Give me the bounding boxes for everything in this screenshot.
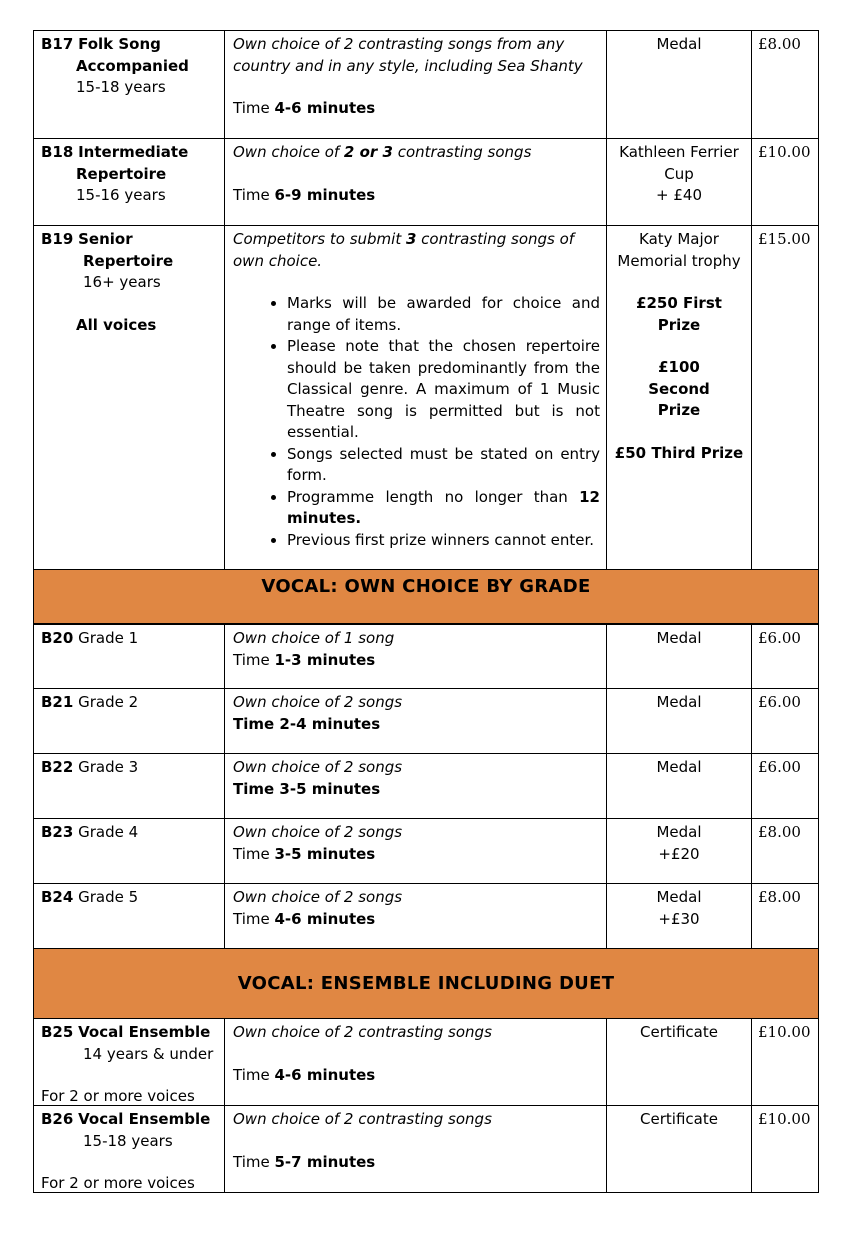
award-line: Katy Major	[639, 230, 719, 248]
award-cell	[607, 139, 752, 225]
entry-fee: £10.00	[758, 1023, 811, 1041]
fee-cell	[752, 139, 818, 225]
time-limit: Time 3-5 minutes	[233, 779, 381, 798]
class-title: Grade 5	[78, 888, 139, 906]
time-limit: Time 5-7 minutes	[233, 1152, 376, 1171]
requirements-text: Own choice of 2 songs	[233, 823, 403, 841]
section-heading: VOCAL: ENSEMBLE INCLUDING DUET	[33, 949, 819, 1019]
requirements-text: Own choice of 2 songs	[233, 693, 403, 711]
table-row	[33, 819, 819, 884]
class-cell	[34, 31, 225, 138]
time-limit: Time 6-9 minutes	[233, 185, 376, 204]
requirements-text: Own choice of 2 contrasting songs from any country and in any style, including Sea Shanty	[233, 35, 583, 75]
time-limit: Time 4-6 minutes	[233, 909, 376, 928]
table-row	[33, 226, 819, 570]
section-heading: VOCAL: OWN CHOICE BY GRADE	[33, 570, 819, 624]
class-title: Grade 2	[78, 693, 139, 711]
class-code: B22	[41, 758, 74, 776]
table-row	[33, 689, 819, 754]
prize-third: £50 Third Prize	[614, 443, 744, 462]
class-code: B19	[41, 230, 74, 248]
award-text: Medal	[656, 758, 702, 776]
award-line: Memorial trophy	[617, 251, 741, 270]
class-code: B25	[41, 1023, 74, 1041]
class-code: B18	[41, 143, 74, 161]
class-cell	[34, 226, 225, 569]
time-limit: Time 4-6 minutes	[233, 1065, 376, 1084]
award-text: Medal	[656, 693, 702, 711]
time-limit: Time 3-5 minutes	[233, 844, 376, 863]
class-cell	[34, 139, 225, 225]
award-text: Certificate	[640, 1023, 718, 1041]
requirements-text: Competitors to submit 3 contrasting songs of own choice.	[233, 230, 575, 270]
entry-fee: £8.00	[758, 823, 801, 841]
award-text: Medal	[656, 823, 702, 841]
award-extra: +£20	[658, 844, 700, 863]
class-title-cont: Repertoire	[76, 164, 167, 183]
table-row	[33, 30, 819, 139]
class-title-cont: Repertoire	[83, 251, 174, 270]
entry-fee: £8.00	[758, 888, 801, 906]
class-title: Vocal Ensemble	[78, 1023, 211, 1041]
rules-list	[233, 293, 600, 551]
class-age: 15-18 years	[76, 78, 166, 96]
class-age: 15-18 years	[83, 1131, 173, 1150]
requirements-text: Own choice of 2 contrasting songs	[233, 1110, 492, 1128]
class-title: Grade 4	[78, 823, 139, 841]
time-limit: Time 2-4 minutes	[233, 714, 381, 733]
table-row	[33, 884, 819, 949]
time-limit: Time 4-6 minutes	[233, 99, 376, 117]
requirements-text: Own choice of 2 songs	[233, 888, 403, 906]
entry-fee: £8.00	[758, 35, 801, 53]
class-code: B20	[41, 629, 74, 647]
requirements-text: Own choice of 1 song	[233, 629, 395, 647]
award-line: + £40	[656, 186, 702, 204]
class-cell	[34, 1019, 225, 1105]
entry-fee: £6.00	[758, 693, 801, 711]
award-text: Certificate	[640, 1110, 718, 1128]
award-line: Kathleen Ferrier	[619, 143, 739, 161]
class-title: Grade 1	[78, 629, 139, 647]
fee-cell	[752, 31, 818, 138]
class-age: 16+ years	[83, 273, 161, 291]
list-item: • Please note that the chosen repertoire should be taken predominantly from the Classical genre. A maximum of 1 Music Theatre song is permitted but is not essential.	[287, 336, 600, 444]
table-row	[33, 754, 819, 819]
table-row	[33, 1019, 819, 1106]
requirements-cell	[225, 31, 607, 138]
syllabus-table	[33, 30, 819, 1193]
class-voices: For 2 or more voices	[41, 1174, 195, 1192]
class-title: Intermediate	[78, 143, 189, 161]
list-item: • Programme length no longer than 12 minutes.	[287, 487, 600, 530]
class-age: 15-16 years	[76, 186, 166, 204]
requirements-text: Own choice of 2 songs	[233, 758, 403, 776]
entry-fee: £15.00	[758, 230, 811, 248]
table-row	[33, 139, 819, 226]
class-title: Grade 3	[78, 758, 139, 776]
class-title: Senior	[78, 230, 133, 248]
requirements-text: Own choice of 2 or 3 contrasting songs	[233, 143, 532, 161]
class-title: Vocal Ensemble	[78, 1110, 211, 1128]
fee-cell	[752, 226, 818, 569]
requirements-cell	[225, 226, 607, 569]
class-voices: For 2 or more voices	[41, 1087, 195, 1105]
class-code: B23	[41, 823, 74, 841]
list-item: • Songs selected must be stated on entry form.	[287, 444, 600, 487]
class-title-cont: Accompanied	[76, 56, 189, 75]
prize-second: £100 Second Prize	[648, 358, 710, 419]
list-item: • Marks will be awarded for choice and range of items.	[287, 293, 600, 336]
prize-first: £250 First Prize	[636, 294, 722, 334]
requirements-cell	[225, 139, 607, 225]
time-limit: Time 1-3 minutes	[233, 650, 376, 669]
class-cell	[34, 1106, 225, 1192]
class-voices: All voices	[76, 315, 157, 334]
award-text: Medal	[656, 888, 702, 906]
class-code: B21	[41, 693, 74, 711]
class-code: B24	[41, 888, 74, 906]
class-age: 14 years & under	[83, 1044, 214, 1063]
award-line: Cup	[664, 164, 694, 183]
award-text: Medal	[656, 629, 702, 647]
class-code: B17	[41, 35, 74, 53]
entry-fee: £10.00	[758, 143, 811, 161]
entry-fee: £6.00	[758, 629, 801, 647]
entry-fee: £6.00	[758, 758, 801, 776]
class-code: B26	[41, 1110, 74, 1128]
list-item: • Previous first prize winners cannot enter.	[287, 530, 600, 552]
entry-fee: £10.00	[758, 1110, 811, 1128]
award-cell	[607, 226, 752, 569]
table-row	[33, 1106, 819, 1193]
award-cell	[607, 31, 752, 138]
requirements-text: Own choice of 2 contrasting songs	[233, 1023, 492, 1041]
class-title: Folk Song	[78, 35, 161, 53]
award-extra: +£30	[658, 909, 700, 928]
award-text: Medal	[656, 35, 702, 53]
table-row	[33, 624, 819, 689]
